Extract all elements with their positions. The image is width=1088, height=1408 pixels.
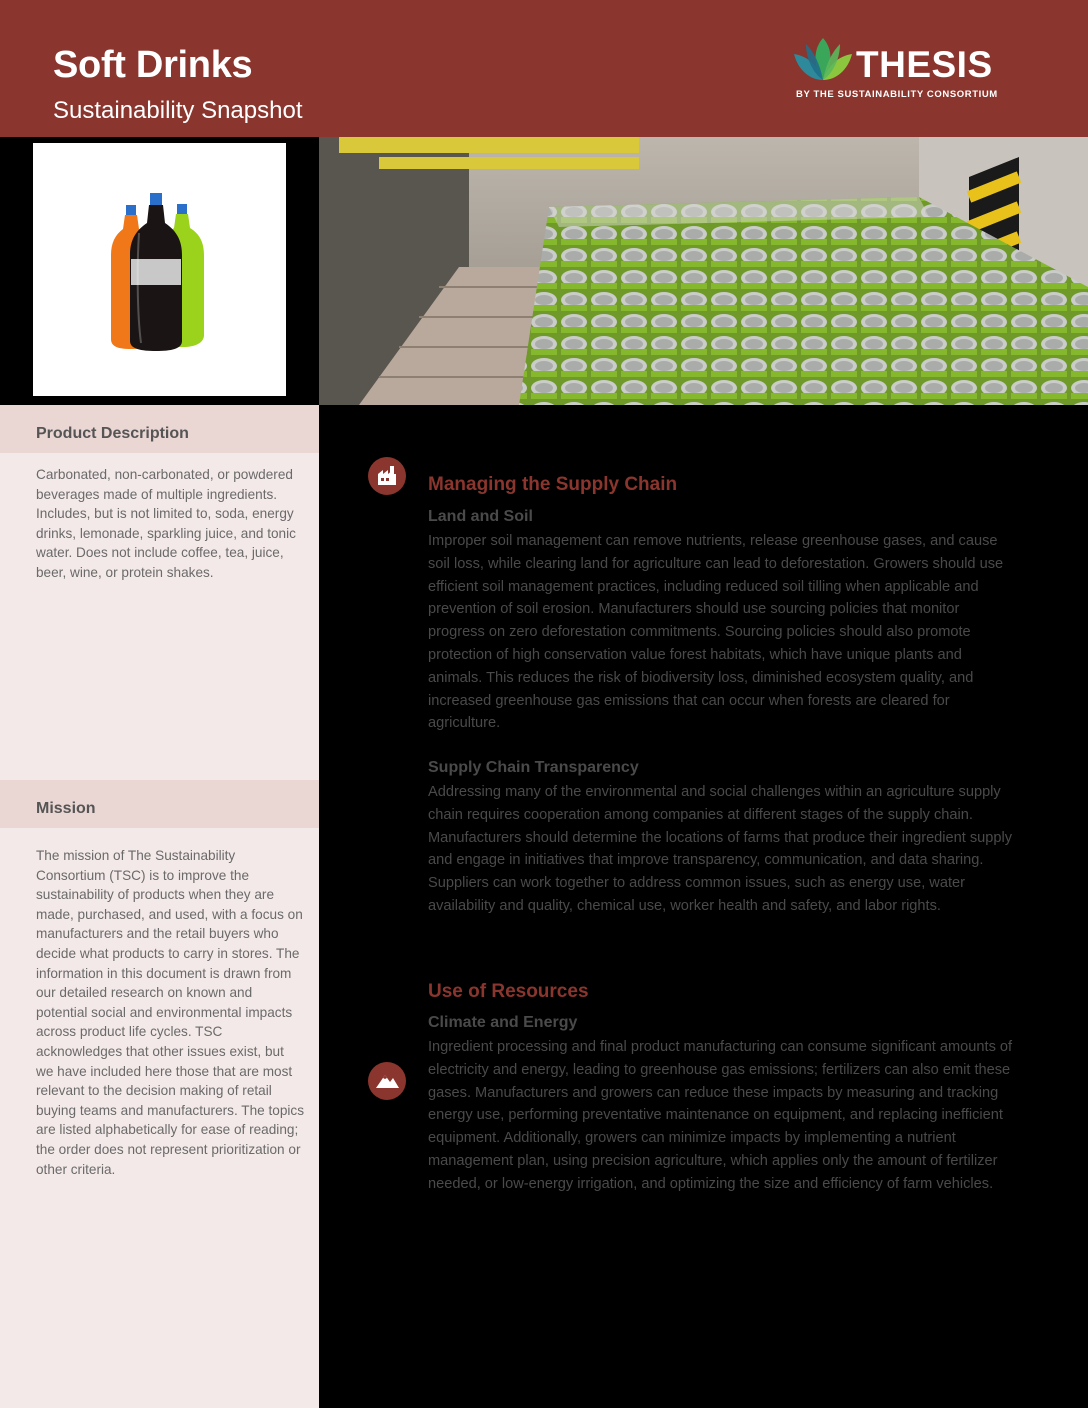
bottles-photo [33, 143, 286, 396]
mission-heading: Mission [36, 800, 96, 817]
cans-conveyor-photo [319, 137, 1088, 405]
factory-icon [368, 457, 406, 495]
product-description-text: Carbonated, non-carbonated, or powdered beverages made of multiple ingredients. Includes, but is not limited to, soda, energy drinks, lemonade, sparkling juice, and tonic water. Does not include coffee, tea, juice, beer, wine, or protein shakes. [36, 467, 296, 580]
subsection-title-land-soil: Land and Soil [428, 508, 533, 525]
bottles-illustration [33, 143, 286, 396]
page-subtitle: Sustainability Snapshot [53, 97, 303, 124]
leaf-logo-icon [792, 36, 854, 86]
product-description-heading-bar [0, 405, 319, 453]
subsection-title-transparency: Supply Chain Transparency [428, 759, 639, 776]
sidebar [0, 405, 319, 1408]
subsection-text-transparency: Addressing many of the environmental and social challenges within an agriculture supply chain requires cooperation among companies at different stages of the supply chain. Manufacturers should determine the locations of farms that produce their ingredient supply and engage in initiatives that improve transparency, communication, and data sharing. Suppliers can work together to address common issues, such as energy use, water availability and quality, chemical use, worker health and safety, and labor rights. [428, 784, 1013, 914]
subsection-text-land-soil: Improper soil management can remove nutrients, release greenhouse gases, and cause soil loss, while clearing land for agriculture can lead to deforestation. Growers should use efficient soil management practices, including reduced soil tilling when applicable and prevention of soil erosion. Manufacturers should use sourcing policies that monitor progress on zero deforestation commitments. Sourcing policies should also promote protection of high conservation value forest habitats, which have unique plants and animals. This reduces the risk of biodiversity loss, diminished ecosystem quality, and increased greenhouse gas emissions that can occur when forests are cleared for agriculture. [428, 533, 1004, 732]
logo-tagline: BY THE SUSTAINABILITY CONSORTIUM [796, 89, 998, 100]
section-title-resources: Use of Resources [428, 981, 589, 1002]
factory-illustration [319, 137, 1088, 405]
subsection-text-climate-energy: Ingredient processing and final product manufacturing can consume significant amounts of electricity and energy, leading to greenhouse gas emissions; fertilizers can also emit these gases. Manufacturers and growers can reduce these impacts by measuring and tracking energy use, performing preventative maintenance on equipment, and replacing inefficient equipment. Additionally, growers can minimize impacts by implementing a nutrient management plan, using precision agriculture, which applies only the amount of fertilizer needed, or low-energy irrigation, and optimizing the size and efficiency of farm vehicles. [428, 1039, 1013, 1192]
page-title: Soft Drinks [53, 44, 253, 86]
mission-text: The mission of The Sustainability Consortium (TSC) is to improve the sustainability of products when they are made, purchased, and used, with a focus on manufacturers and the retail buyers who decide what products to carry in stores. The information in this document is drawn from our detailed research on known and potential social and environmental impacts across product life cycles. TSC acknowledges that other issues exist, but we have included here those that are most relevant to the decision making of retail buying teams and manufacturers. The topics are listed alphabetically for ease of reading; the order does not represent prioritization or other criteria. [36, 848, 304, 1177]
section-title-supply-chain: Managing the Supply Chain [428, 474, 678, 495]
mountain-icon [368, 1062, 406, 1100]
logo-wordmark: THESIS [856, 44, 993, 85]
header-banner [0, 0, 1088, 137]
product-description-heading: Product Description [36, 425, 189, 442]
thesis-logo [792, 36, 1022, 106]
subsection-title-climate-energy: Climate and Energy [428, 1014, 578, 1031]
mission-heading-bar [0, 780, 319, 828]
